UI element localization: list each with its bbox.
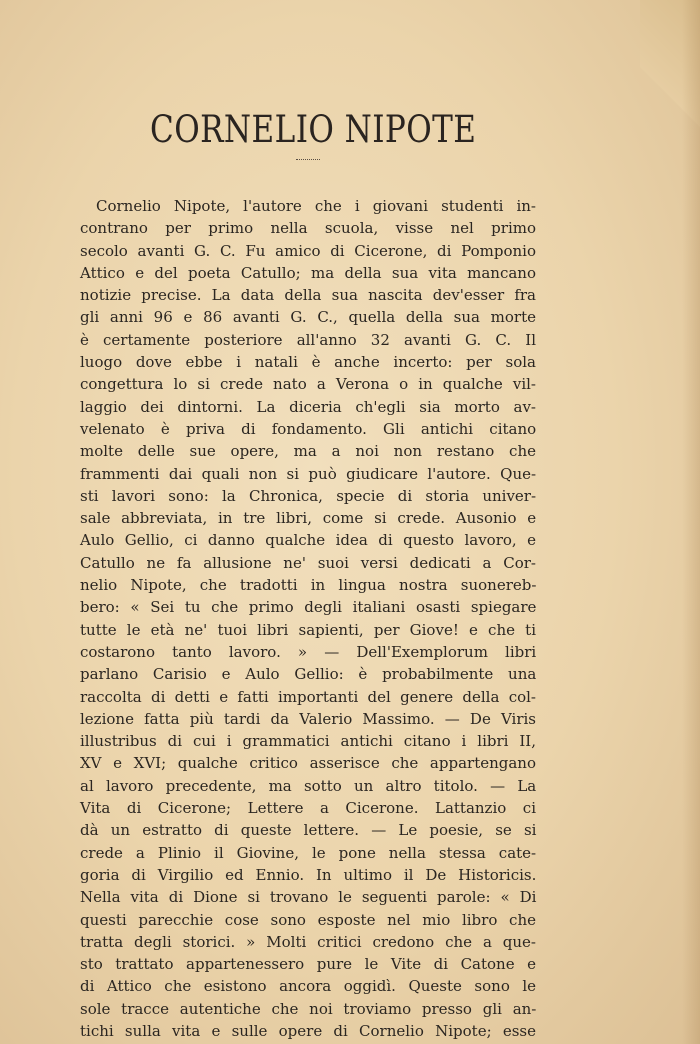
text-line: tratta degli storici. » Molti critici credono che a que- (80, 932, 536, 951)
text-line: nelio Nipote, che tradotti in lingua nostra suonereb- (80, 576, 537, 595)
chapter-title: CORNELIO NIPOTE (150, 108, 477, 151)
text-line: tichi sulla vita e sulle opere di Cornelio Nipote; esse (80, 1021, 536, 1040)
text-line: tutte le età ne' tuoi libri sapienti, per Giove! e che ti (80, 620, 536, 639)
text-line: luogo dove ebbe i natali è anche incerto: per sola (80, 353, 536, 372)
text-line: parlano Carisio e Aulo Gellio: è probabilmente una (80, 665, 537, 684)
text-line: lezione fatta più tardi da Valerio Massimo. — De Viris (80, 709, 536, 728)
text-line: notizie precise. La data della sua nascita dev'esser fra (80, 286, 536, 305)
text-line: dà un estratto di queste lettere. — Le poesie, se si (80, 821, 537, 840)
page-edge-shadow (682, 0, 700, 1044)
text-line: XV e XVI; qualche critico asserisce che appartengano (80, 754, 536, 773)
text-line: al lavoro precedente, ma sotto un altro titolo. — La (80, 776, 537, 795)
text-line: questi parecchie cose sono esposte nel mio libro che (80, 910, 536, 929)
text-line: congettura lo si crede nato a Verona o in qualche vil- (80, 375, 536, 394)
text-line: goria di Virgilio ed Ennio. In ultimo il De Historicis. (80, 865, 537, 884)
text-line: di Attico che esistono ancora oggidì. Queste sono le (80, 977, 537, 996)
text-line: costarono tanto lavoro. » — Dell'Exemplorum libri (80, 642, 537, 661)
text-line: Cornelio Nipote, l'autore che i giovani studenti in- (96, 197, 536, 215)
text-line: secolo avanti G. C. Fu amico di Cicerone, di Pomponio (80, 241, 536, 260)
text-line: Vita di Cicerone; Lettere a Cicerone. Lattanzio ci (80, 799, 536, 818)
text-line: sale abbreviata, in tre libri, come si crede. Ausonio e (80, 509, 537, 528)
text-line: crede a Plinio il Giovine, le pone nella stessa cate- (80, 843, 537, 862)
text-line: Catullo ne fa allusione ne' suoi versi dedicati a Cor- (80, 553, 536, 572)
text-line: Aulo Gellio, ci danno qualche idea di questo lavoro, e (80, 531, 536, 550)
text-line: laggio dei dintorni. La diceria ch'egli sia morto av- (80, 397, 536, 416)
text-line: contrano per primo nella scuola, visse nel primo (80, 219, 536, 238)
text-line: illustribus di cui i grammatici antichi citano i libri II, (80, 732, 536, 751)
title-divider (296, 159, 320, 162)
text-line: sti lavori sono: la Chronica, specie di storia univer- (80, 486, 537, 505)
text-line: velenato è priva di fondamento. Gli antichi citano (80, 419, 537, 438)
text-line: sto trattato appartenessero pure le Vite di Catone e (80, 955, 536, 974)
text-line: Attico e del poeta Catullo; ma della sua vita mancano (80, 263, 536, 282)
text-line: molte delle sue opere, ma a noi non restano che (80, 442, 536, 461)
body-text (80, 195, 536, 1042)
text-line: Nella vita di Dione si trovano le seguenti parole: « Di (80, 888, 537, 907)
text-line: frammenti dai quali non si può giudicare l'autore. Que- (80, 464, 537, 483)
text-line: sole tracce autentiche che noi troviamo presso gli an- (80, 999, 537, 1018)
text-line: raccolta di detti e fatti importanti del genere della col- (80, 687, 536, 706)
text-line: gli anni 96 e 86 avanti G. C., quella della sua morte (80, 308, 536, 327)
text-line: è certamente posteriore all'anno 32 avanti G. C. Il (80, 330, 536, 349)
text-line: bero: « Sei tu che primo degli italiani osasti spiegare (80, 598, 537, 617)
